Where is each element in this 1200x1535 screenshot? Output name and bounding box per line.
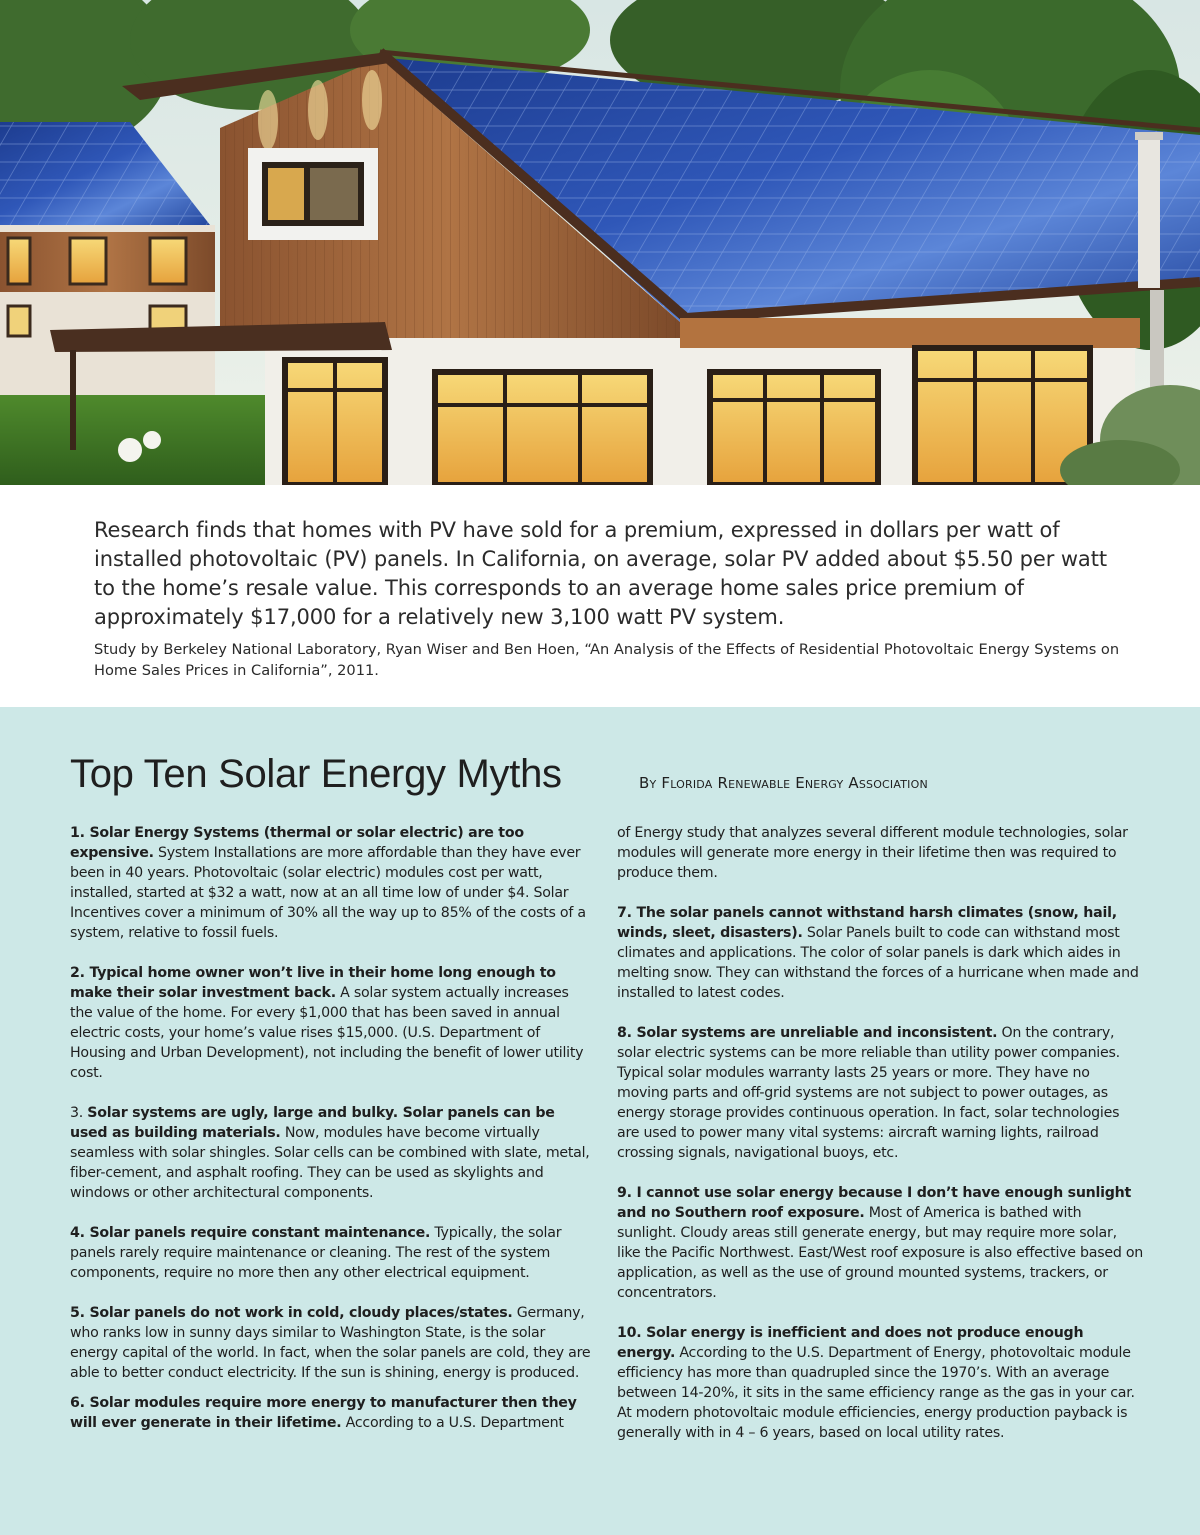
- myth-body: A solar system actually increases the value of the home. For every $1,000 that has been saved in annual electric costs, your home’s value rises $15,000. (U.S. Department of Housing and Urban Development), not including the benefit of lower utility cost.: [70, 985, 584, 1081]
- myths-column-right: [617, 823, 1144, 1463]
- myth-heading: 5. Solar panels do not work in cold, cloudy places/states.: [70, 1305, 513, 1321]
- myth-heading: 2. Typical home owner won’t live in their home long enough to make their solar investment back.: [70, 965, 556, 1001]
- myth-7: [617, 903, 1144, 1003]
- myths-section: [0, 707, 1200, 1535]
- myth-heading: 1. Solar Energy Systems (thermal or solar electric) are too expensive.: [70, 825, 524, 861]
- myths-column-left: [70, 823, 594, 1453]
- research-quote: Research finds that homes with PV have sold for a premium, expressed in dollars per watt of installed photovoltaic (PV) panels. In California, on average, solar PV added about $5.50 per watt to the home’s resale value. This corresponds to an average home sales price premium of approximately $17,000 for a relatively new 3,100 watt PV system.: [94, 518, 1107, 629]
- myth-heading: 6. Solar modules require more energy to manufacturer then they will ever generate in their lifetime.: [70, 1395, 577, 1431]
- myth-heading: 10. Solar energy is inefficient and does not produce enough energy.: [617, 1325, 1084, 1361]
- myth-body: According to a U.S. Department: [341, 1415, 564, 1431]
- myth-heading: 9. I cannot use solar energy because I don’t have enough sunlight and no Southern roof exposure.: [617, 1185, 1132, 1221]
- myth-number: 3.: [70, 1105, 88, 1121]
- myth-9: [617, 1183, 1144, 1303]
- research-section: [0, 485, 1200, 707]
- myth-8: [617, 1023, 1144, 1163]
- hero-house-solar-roof-image: [0, 0, 1200, 485]
- myth-body: On the contrary, solar electric systems can be more reliable than utility power companies. Typical solar modules warranty lasts 25 years or more. They have no moving parts and off-grid systems are not subject to power outages, as energy storage provides continuous operation. In fact, solar technologies are used to power many vital systems: aircraft warning lights, railroad crossing signals, navigational buoys, etc.: [617, 1025, 1120, 1161]
- myth-10: [617, 1323, 1144, 1443]
- myth-body: Solar Panels built to code can withstand most climates and applications. The color of solar panels is dark which aides in melting snow. They can withstand the forces of a hurricane when made and installed to latest codes.: [617, 925, 1139, 1001]
- myth-3: [70, 1103, 594, 1203]
- myth-body: System Installations are more affordable than they have ever been in 40 years. Photovoltaic (solar electric) modules cost per watt, installed, started at $32 a watt, now at an all time low of under $4. Solar Incentives cover a minimum of 30% all the way up to 85% of the costs of a system, relative to fossil fuels.: [70, 845, 586, 941]
- myth-2: [70, 963, 594, 1083]
- myth-heading: 4. Solar panels require constant maintenance.: [70, 1225, 431, 1241]
- section-byline: By Florida Renewable Energy Association: [639, 774, 928, 792]
- myth-body: Germany, who ranks low in sunny days similar to Washington State, is the solar energy capital of the world. In fact, when the solar panels are cold, they are able to better conduct electricity. If the sun is shining, energy is produced.: [70, 1305, 591, 1381]
- myth-5: [70, 1303, 594, 1383]
- myth-6: [70, 1393, 594, 1433]
- myth-body: Now, modules have become virtually seamless with solar shingles. Solar cells can be combined with slate, metal, fiber-cement, and asphalt roofing. They can be used as skylights and windows or other architectural components.: [70, 1125, 590, 1201]
- myth-1: [70, 823, 594, 943]
- myth-body: Typically, the solar panels rarely require maintenance or cleaning. The rest of the system components, require no more then any other electrical equipment.: [70, 1225, 562, 1281]
- section-title: Top Ten Solar Energy Myths: [70, 752, 562, 796]
- myth-6-continuation: of Energy study that analyzes several different module technologies, solar modules will generate more energy in their lifetime then was required to produce them.: [617, 825, 1128, 881]
- research-citation: Study by Berkeley National Laboratory, Ryan Wiser and Ben Hoen, “An Analysis of the Effects of Residential Photovoltaic Energy Systems on Home Sales Prices in California”, 2011.: [94, 641, 1120, 679]
- myth-heading: Solar systems are ugly, large and bulky. Solar panels can be used as building materials.: [70, 1105, 555, 1141]
- myth-4: [70, 1223, 594, 1283]
- myth-heading: 7. The solar panels cannot withstand harsh climates (snow, hail, winds, sleet, disasters).: [617, 905, 1117, 941]
- myth-body: Most of America is bathed with sunlight. Cloudy areas still generate energy, but may require more solar, like the Pacific Northwest. East/West roof exposure is also effective based on application, as well as the use of ground mounted systems, trackers, or concentrators.: [617, 1205, 1144, 1301]
- myth-heading: 8. Solar systems are unreliable and inconsistent.: [617, 1025, 998, 1041]
- myth-body: According to the U.S. Department of Energy, photovoltaic module efficiency has more than quadrupled since the 1970’s. With an average between 14-20%, it sits in the same efficiency range as the gas in your car. At modern photovoltaic module efficiencies, energy production payback is generally with in 4 – 6 years, based on local utility rates.: [617, 1345, 1135, 1441]
